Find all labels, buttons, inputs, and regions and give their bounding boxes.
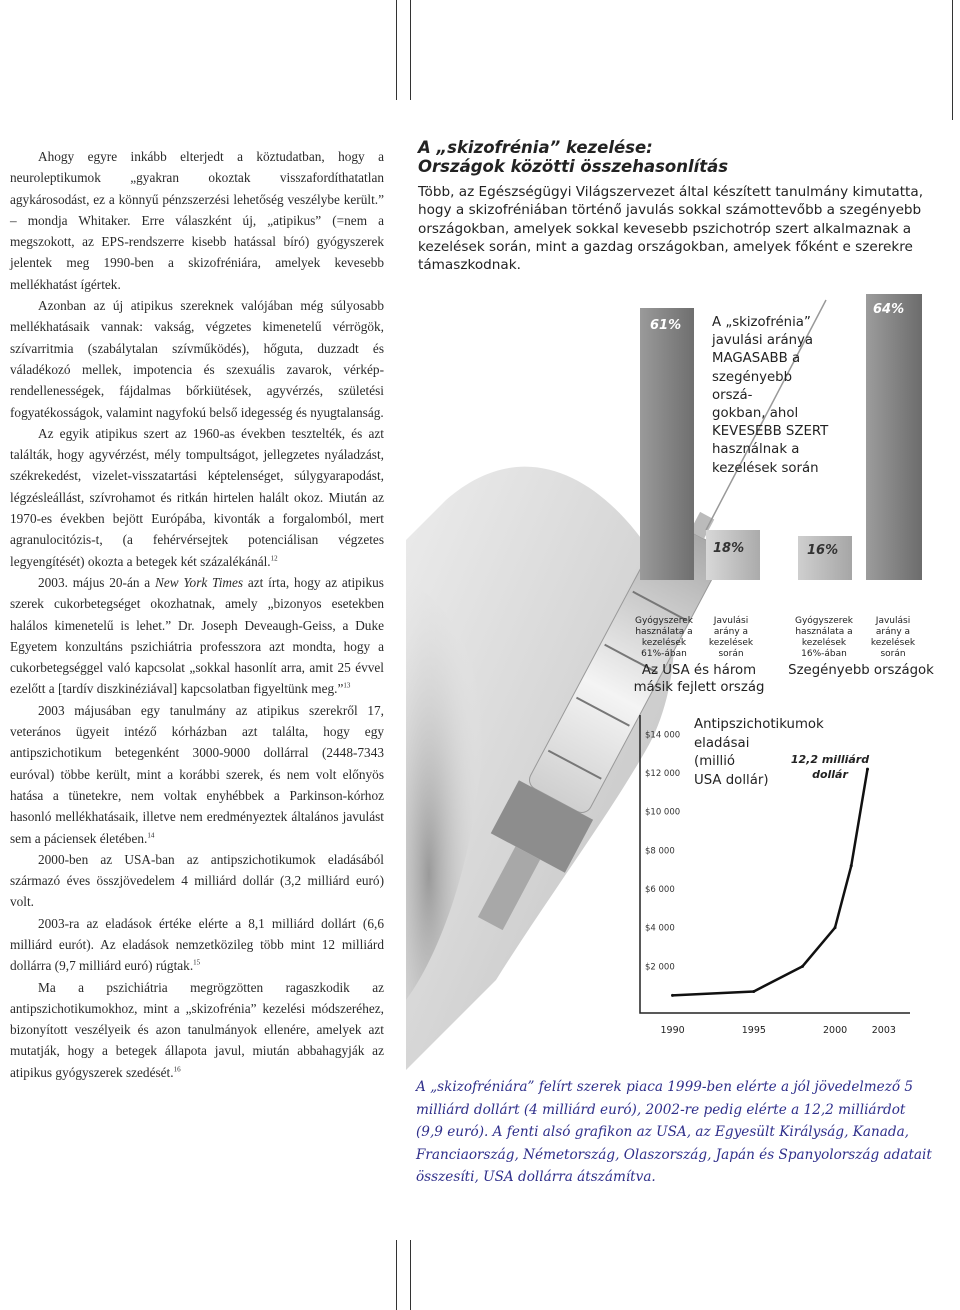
footnote-ref: 16 [173, 1065, 181, 1074]
sales-data-point [801, 965, 804, 968]
sub-line: használata a [635, 627, 693, 637]
sub-line: során [718, 649, 744, 659]
sales-title-line: eladásai [694, 735, 750, 751]
footnote-ref: 12 [270, 554, 278, 563]
bar-label-61: 61% [650, 318, 682, 333]
paragraph-5-text: 2003 májusában egy tanulmány az atipikus szerekről 17, veterános ügyeit intéző kórházban azt találta, hogy egy antipszichotikum betegenként 3000-9000 dollárral (2448-7343 euróval) többe került, mint a korábbi szerek, és nem volt előnyös hatása a tünetekre, nem voltak enyhébbek a Parkinson-kórhoz hasonló mellékhatásaik, illetve nem eredményeztek általános javulást sem a páciensek életében. [10, 702, 384, 846]
sub-line: kezelések [708, 638, 754, 648]
sub-line: Gyógyszerek [634, 616, 694, 626]
sales-data-point [752, 990, 755, 993]
callout-line: használnak a [712, 442, 800, 458]
callout-line: kezelések során [712, 460, 819, 476]
sub-line: Javulási [875, 616, 911, 626]
paragraph-1: Ahogy egyre inkább elterjedt a köztudatban, hogy a neuroleptikumok „gyakran okoztak visszafordíthatatlan agykárosodást, ez a könnyű pénzszerzési lehetőség veszélybe került.” – mondja Whitaker. Erre válaszként új, „atipikus” (=nem a megszokott, az EPS-rendszerre kisebb hatással bíró) gyógyszerek jelentek meg 1990-ben a skizofréniára, amelyek kevesebb mellékhatást ígértek. [10, 149, 384, 292]
sub-line: kezelések [801, 638, 847, 648]
x-tick-label: 2003 [871, 1025, 896, 1036]
annotation-line: 12,2 milliárd [790, 753, 870, 766]
figure-caption: A „skizofréniára” felírt szerek piaca 1999-ben elérte a jól jövedelmező 5 milliárd dollárt (4 milliárd euró), 2002-re pedig elérte a 12,2 milliárdot (9,9 euró). A fenti alsó grafikon az USA, az Egyesült Királyság, Kanada, Franciaország, Németország, Olaszország, Japán és Spanyolország adatait összesíti, USA dollárra átszámítva. [416, 1079, 932, 1185]
sidebar-title-line-1: A „skizofrénia” kezelése: [418, 138, 653, 157]
sub-line: során [880, 649, 906, 659]
bar-label-64: 64% [873, 302, 905, 317]
callout-line: MAGASABB a [712, 351, 801, 367]
paragraph-8-text: Ma a pszichiátria megrögzötten ragaszkodik az antipszichotikumokhoz, mint a „skizofrénia” kezelési módszeréhez, bizonyított veszélyeik és azon tanulmányok ellenére, amelyek azt mutatják, hogy a betegek állapota javul, miután abbahagyják az atipikus gyógyszerek szedését. [10, 979, 384, 1080]
sales-title-line: USA dollár) [694, 772, 769, 788]
sales-data-point [850, 864, 853, 867]
y-tick-label: $14 000 [645, 730, 681, 741]
sales-title-line: (millió [694, 754, 736, 769]
footnote-ref: 14 [147, 831, 155, 840]
sub-line: arány a [713, 627, 749, 637]
sidebar-intro: Több, az Egészségügyi Világszervezet által készített tanulmány kimutatta, hogy a skizofréniában történő javulás sokkal számottevőbb a szegényebb országokban, amelyek sokkal kevesebb pszichotróp szert alkalmaznak a kezelések során, mint a gazdag országokban, amelyek főként e szerekre támaszkodnak. [418, 184, 924, 274]
y-tick-label: $6 000 [645, 885, 675, 895]
sales-series-line [673, 769, 868, 995]
x-tick-label: 1995 [741, 1025, 766, 1036]
sales-title-line: Antipszichotikumok [694, 717, 824, 732]
sub-line: kezelések [870, 638, 916, 648]
sub-line: Gyógyszerek [794, 616, 854, 626]
y-tick-label: $8 000 [645, 846, 675, 857]
sub-line: 61%-ában [641, 649, 687, 659]
y-tick-label: $4 000 [645, 923, 675, 934]
sub-line: használata a [795, 627, 853, 637]
callout-line: A „skizofrénia” [712, 315, 811, 330]
callout-line: javulási aránya [712, 333, 814, 349]
paragraph-4-text-a: 2003. május 20-án a [38, 574, 155, 590]
y-tick-label: $2 000 [645, 962, 675, 973]
paragraph-4-text-b: azt írta, hogy az atipikus szerek cukorbetegséget okozhatnak, amely „bizonyos esetekben halálos kimenetelű is lehet.” Dr. Joseph Deveaugh-Geiss, a Duke Egyetem konzultáns pszichiátria professzora azt mondta, hogy a cukorbetegséggel való kapcsolat „sokkal hasonlít arra, amit 25 évvel ezelőtt a [tardív diszkinéziával] kapcsolatban figyeltünk meg.” [10, 574, 384, 697]
bar-label-18: 18% [713, 541, 745, 556]
newspaper-title: New York Times [154, 574, 244, 590]
bar-label-16: 16% [807, 543, 839, 558]
sub-line: Javulási [713, 616, 749, 626]
annotation-line: dollár [812, 768, 848, 781]
group-line: Az USA és három [641, 663, 757, 678]
x-tick-label: 1990 [660, 1025, 685, 1036]
y-tick-label: $12 000 [645, 769, 681, 779]
y-tick-label: $10 000 [645, 807, 681, 818]
paragraph-3-text: Az egyik atipikus szert az 1960-as években tesztelték, és azt találták, hogy agyvérzést, mély tompultságot, jellegzetes nyáladzást, székrekedést, vizelet-visszatartási képtelenséget, súlygyarapodást, légzésleállást, szívrohamot és ritkán hirtelen halált okoz. Miután az 1970-es években bejött Európába, kivonták a forgalomból, mert agranulocitózis-t, (a fehérvérsejtek potenciálisan végzetes legyengítését) okozta a betegek két százalékánál. [10, 425, 384, 569]
callout-line: szegényebb orszá- [712, 369, 793, 403]
paragraph-6: 2000-ben az USA-ban az antipszichotikumok eladásából származó éves összjövedelem 4 milliárd dollár (3,2 milliárd euró) volt. [10, 851, 384, 910]
sidebar-title-line-2: Országok közötti összehasonlítás [418, 157, 729, 176]
sales-annotation [780, 752, 880, 782]
sales-data-point [671, 994, 674, 997]
group-line: másik fejlett ország [633, 680, 765, 695]
footnote-ref: 15 [193, 958, 201, 967]
sub-line: kezelések [641, 638, 687, 648]
paragraph-7-text: 2003-ra az eladások értéke elérte a 8,1 milliárd dollárt (6,6 milliárd eurót). Az eladások nemzetközileg több mint 12 milliárd dollárra (9,7 milliárd euró) rúgtak. [10, 915, 384, 974]
callout-line: gokban, ahol [712, 406, 799, 422]
footnote-ref: 13 [343, 682, 351, 690]
callout-line: KEVESEBB SZERT [712, 424, 829, 440]
group-label-poorer: Szegényebb országok [788, 663, 934, 678]
sales-data-point [834, 926, 837, 929]
sub-line: 16%-ában [801, 649, 847, 659]
x-tick-label: 2000 [823, 1025, 848, 1036]
paragraph-2: Azonban az új atipikus szereknek valójában még súlyosabb mellékhatásaik vannak: vakság, végzetes kimenetelű vérrögök, szívarritmia (szabálytalan szívműködés), hőguta, duzzadt és váladékozó mellek, impotencia és szexuális zavarok, vérkép-rendellenességek, fájdalmas bőrkiütések, agyvérzés, születési fogyatékosságok, valamint nagyfokú belső idegesség és nyugtalanság. [10, 298, 384, 420]
sub-line: arány a [875, 627, 911, 637]
